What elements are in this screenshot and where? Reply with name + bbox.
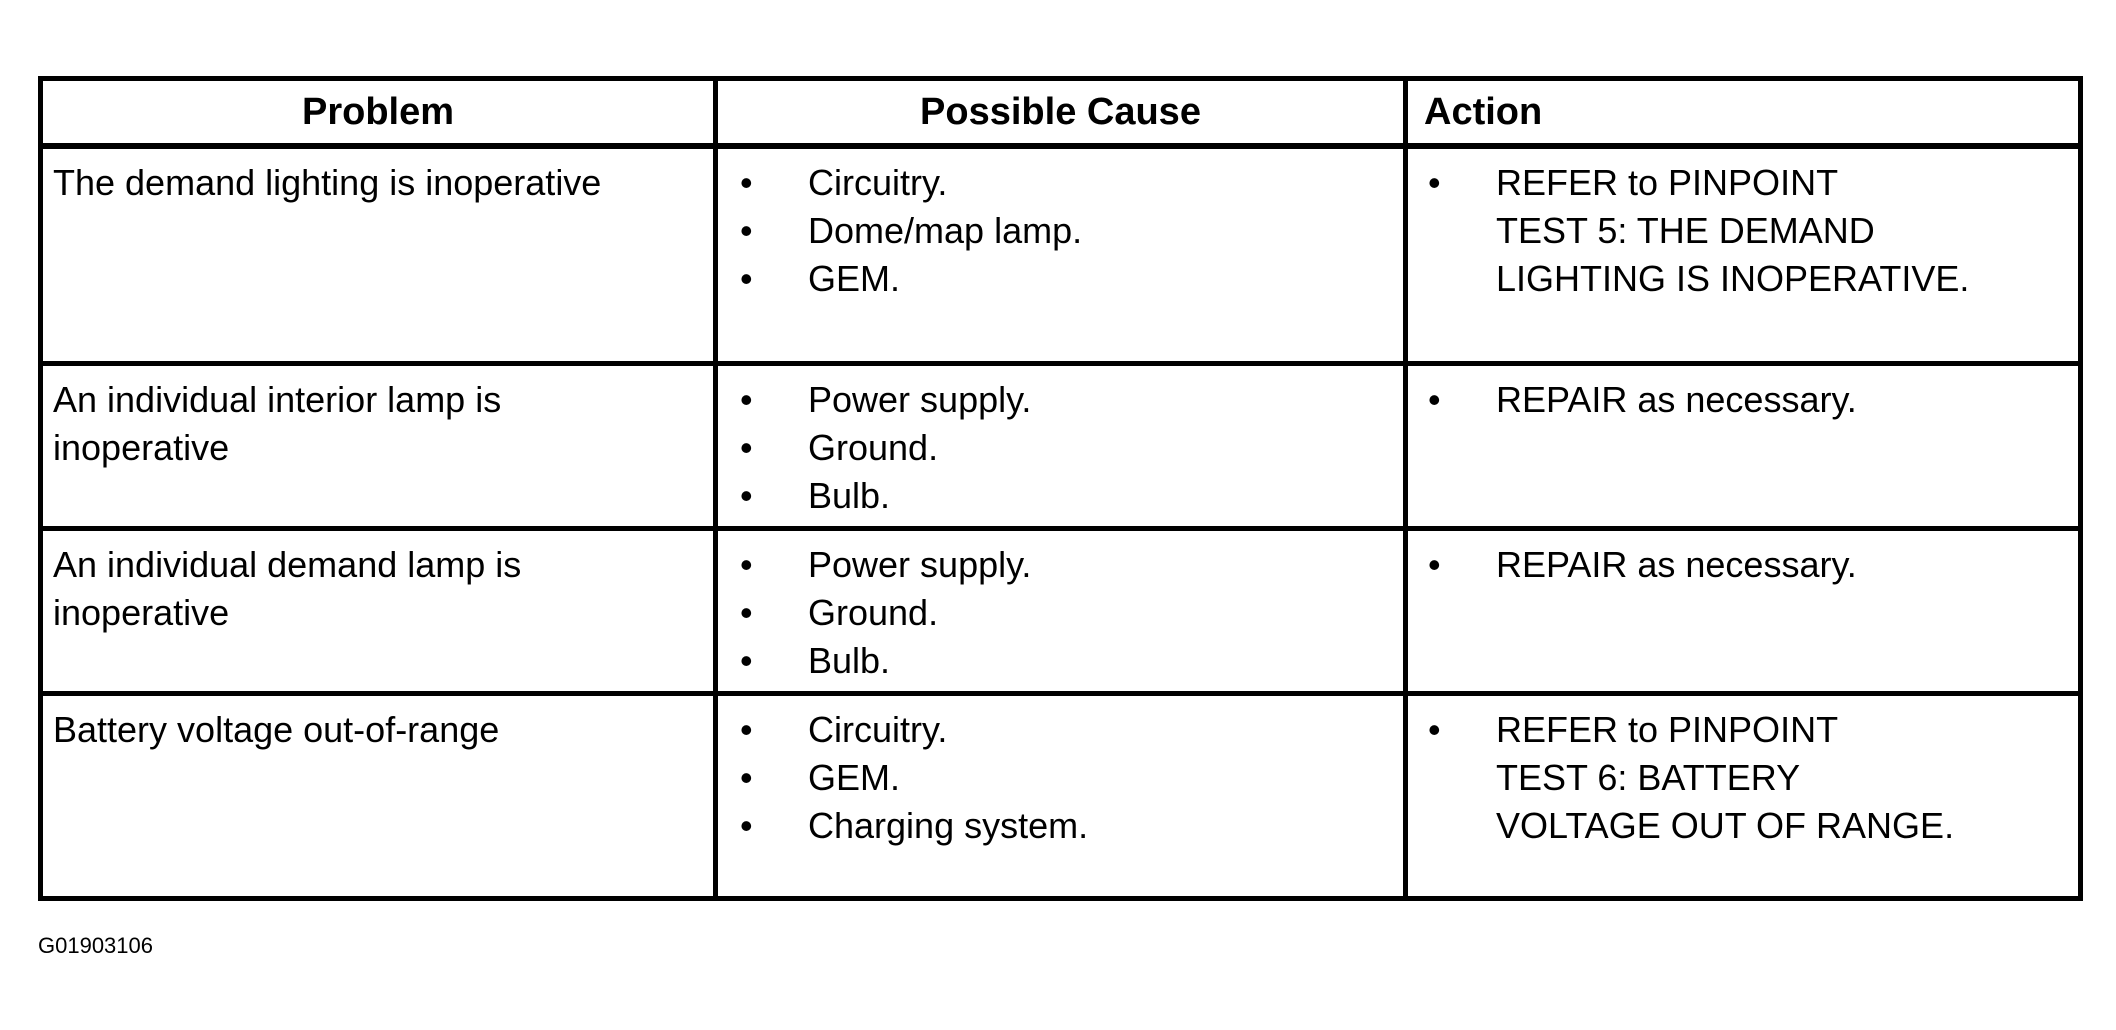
list-item bbox=[718, 754, 1393, 802]
figure-id: G01903106 bbox=[38, 933, 153, 958]
problem-text: The demand lighting is inoperative bbox=[53, 162, 602, 203]
problem-text: An individual demand lamp is inoperative bbox=[53, 544, 522, 633]
bullet-icon: • bbox=[740, 709, 753, 750]
action-list bbox=[1408, 366, 2078, 424]
bullet-icon: • bbox=[740, 475, 753, 516]
cause-text: Dome/map lamp. bbox=[808, 210, 1083, 251]
action-cell bbox=[1406, 694, 2081, 899]
list-item bbox=[718, 541, 1393, 589]
action-text: REPAIR as necessary. bbox=[1496, 379, 1857, 420]
table-row bbox=[41, 529, 2081, 694]
cause-list bbox=[718, 149, 1403, 303]
list-item bbox=[718, 637, 1393, 685]
cause-list bbox=[718, 696, 1403, 850]
list-item bbox=[718, 424, 1393, 472]
cause-text: Ground. bbox=[808, 427, 939, 468]
action-text: REFER to PINPOINT TEST 5: THE DEMAND LIGHTING IS INOPERATIVE. bbox=[1496, 162, 1970, 299]
diagnosis-table bbox=[38, 76, 2083, 901]
list-item bbox=[718, 472, 1393, 520]
action-text: REFER to PINPOINT TEST 6: BATTERY VOLTAGE OUT OF RANGE. bbox=[1496, 709, 1955, 846]
cause-cell bbox=[716, 694, 1406, 899]
list-item bbox=[718, 376, 1393, 424]
problem-cell bbox=[41, 364, 716, 529]
bullet-icon: • bbox=[740, 544, 753, 585]
cause-list bbox=[718, 366, 1403, 520]
cause-text: Circuitry. bbox=[808, 709, 948, 750]
bullet-icon: • bbox=[740, 640, 753, 681]
cause-list bbox=[718, 531, 1403, 685]
problem-cell bbox=[41, 529, 716, 694]
bullet-icon: • bbox=[740, 210, 753, 251]
action-list bbox=[1408, 531, 2078, 589]
problem-text: An individual interior lamp is inoperative bbox=[53, 379, 502, 468]
list-item bbox=[718, 706, 1393, 754]
list-item bbox=[718, 589, 1393, 637]
cause-text: Power supply. bbox=[808, 544, 1032, 585]
cause-text: Bulb. bbox=[808, 475, 891, 516]
action-list bbox=[1408, 696, 2078, 850]
list-item bbox=[1408, 706, 2068, 850]
cause-text: Charging system. bbox=[808, 805, 1089, 846]
table-row bbox=[41, 694, 2081, 899]
cause-text: Circuitry. bbox=[808, 162, 948, 203]
action-cell bbox=[1406, 364, 2081, 529]
bullet-icon: • bbox=[1428, 709, 1441, 750]
cause-text: GEM. bbox=[808, 258, 901, 299]
cause-text: Ground. bbox=[808, 592, 939, 633]
bullet-icon: • bbox=[740, 427, 753, 468]
cause-text: GEM. bbox=[808, 757, 901, 798]
cause-cell bbox=[716, 364, 1406, 529]
header-problem: Problem bbox=[41, 79, 716, 147]
cause-text: Power supply. bbox=[808, 379, 1032, 420]
list-item bbox=[1408, 376, 2068, 424]
problem-text: Battery voltage out-of-range bbox=[53, 709, 500, 750]
bullet-icon: • bbox=[740, 592, 753, 633]
header-action: Action bbox=[1406, 79, 2081, 147]
table-row bbox=[41, 146, 2081, 364]
list-item bbox=[1408, 541, 2068, 589]
bullet-icon: • bbox=[740, 258, 753, 299]
cause-text: Bulb. bbox=[808, 640, 891, 681]
bullet-icon: • bbox=[1428, 544, 1441, 585]
list-item bbox=[1408, 159, 2068, 303]
list-item bbox=[718, 255, 1393, 303]
problem-cell bbox=[41, 146, 716, 364]
list-item bbox=[718, 802, 1393, 850]
bullet-icon: • bbox=[740, 162, 753, 203]
bullet-icon: • bbox=[1428, 162, 1441, 203]
list-item bbox=[718, 159, 1393, 207]
action-cell bbox=[1406, 529, 2081, 694]
action-text: REPAIR as necessary. bbox=[1496, 544, 1857, 585]
header-possible-cause: Possible Cause bbox=[716, 79, 1406, 147]
header-row bbox=[41, 79, 2081, 147]
action-cell bbox=[1406, 146, 2081, 364]
problem-cell bbox=[41, 694, 716, 899]
cause-cell bbox=[716, 529, 1406, 694]
bullet-icon: • bbox=[740, 379, 753, 420]
list-item bbox=[718, 207, 1393, 255]
bullet-icon: • bbox=[740, 805, 753, 846]
action-list bbox=[1408, 149, 2078, 303]
table-row bbox=[41, 364, 2081, 529]
bullet-icon: • bbox=[740, 757, 753, 798]
cause-cell bbox=[716, 146, 1406, 364]
bullet-icon: • bbox=[1428, 379, 1441, 420]
